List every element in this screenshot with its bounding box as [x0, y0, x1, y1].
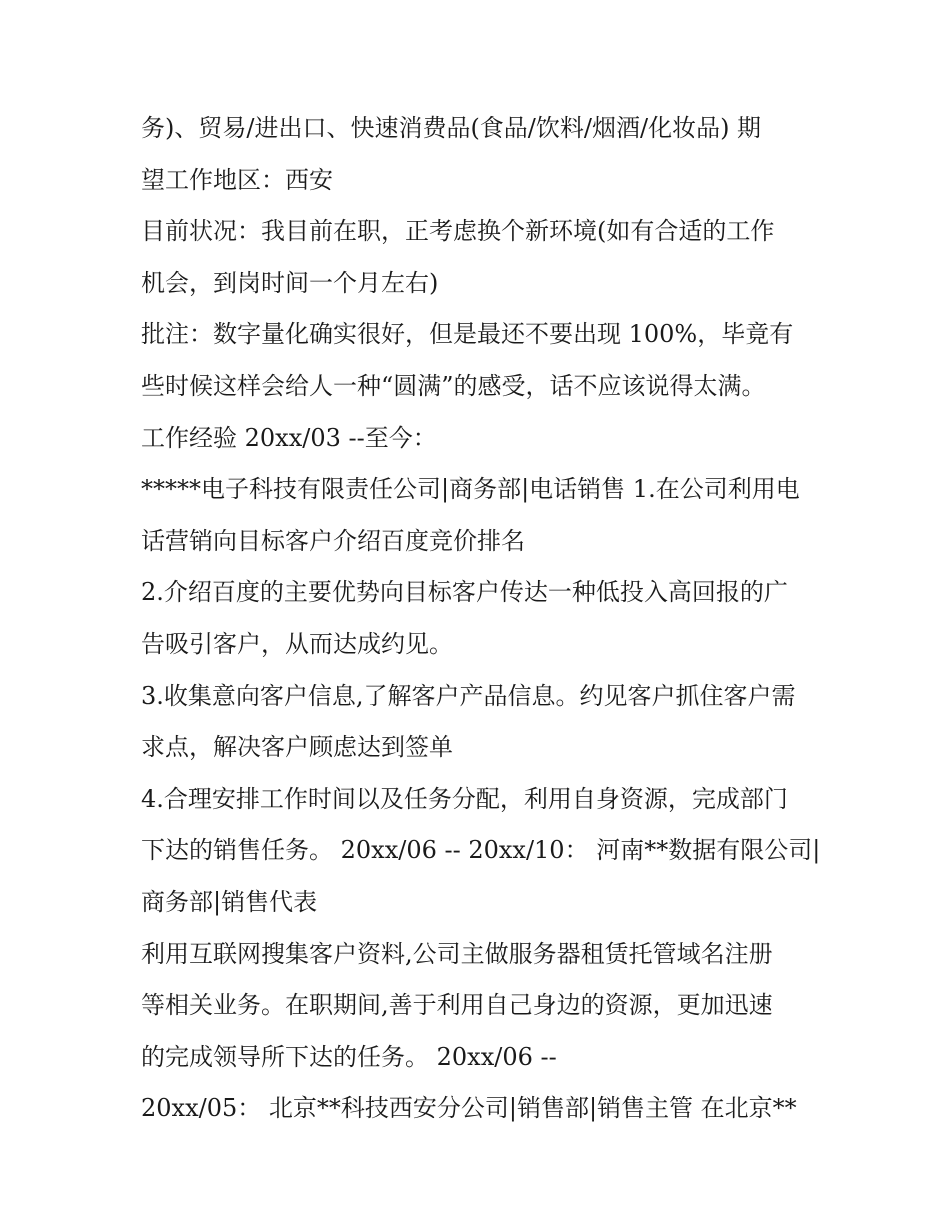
text-line: 批注：数字量化确实很好，但是最还不要出现 100%，毕竟有	[141, 320, 794, 349]
text-line: 2.介绍百度的主要优势向目标客户传达一种低投入高回报的广	[141, 578, 788, 607]
text-line: 目前状况：我目前在职，正考虑换个新环境(如有合适的工作	[141, 217, 775, 246]
text-line: 商务部|销售代表	[141, 887, 318, 916]
text-line: 的完成领导所下达的任务。 20xx/06 --	[141, 1042, 557, 1071]
text-line: 务)、贸易/进出口、快速消费品(食品/饮料/烟酒/化妆品) 期	[141, 114, 762, 142]
text-line: 求点，解决客户顾虑达到签单	[141, 733, 453, 762]
text-line: 等相关业务。在职期间,善于利用自己身边的资源，更加迅速	[141, 991, 773, 1020]
text-line: 3.收集意向客户信息,了解客户产品信息。约见客户抓住客户需	[141, 681, 796, 710]
text-line: 4.合理安排工作时间以及任务分配，利用自身资源，完成部门	[141, 784, 788, 813]
text-line: 些时候这样会给人一种“圆满”的感受，话不应该说得太满。	[141, 371, 766, 400]
text-line: 20xx/05： 北京**科技西安分公司|销售部|销售主管 在北京**	[141, 1094, 797, 1123]
text-line: 下达的销售任务。 20xx/06 -- 20xx/10： 河南**数据有限公司|	[141, 836, 821, 865]
text-line: *****电子科技有限责任公司|商务部|电话销售 1.在公司利用电	[141, 475, 800, 504]
text-line: 机会，到岗时间一个月左右)	[141, 268, 439, 297]
text-line: 利用互联网搜集客户资料,公司主做服务器租赁托管域名注册	[141, 939, 773, 968]
text-line: 工作经验 20xx/03 --至今：	[141, 423, 437, 452]
text-line: 望工作地区：西安	[141, 165, 333, 194]
text-line: 话营销向目标客户介绍百度竞价排名	[141, 526, 525, 555]
text-line: 告吸引客户，从而达成约见。	[141, 629, 453, 658]
document-body	[141, 103, 821, 1135]
